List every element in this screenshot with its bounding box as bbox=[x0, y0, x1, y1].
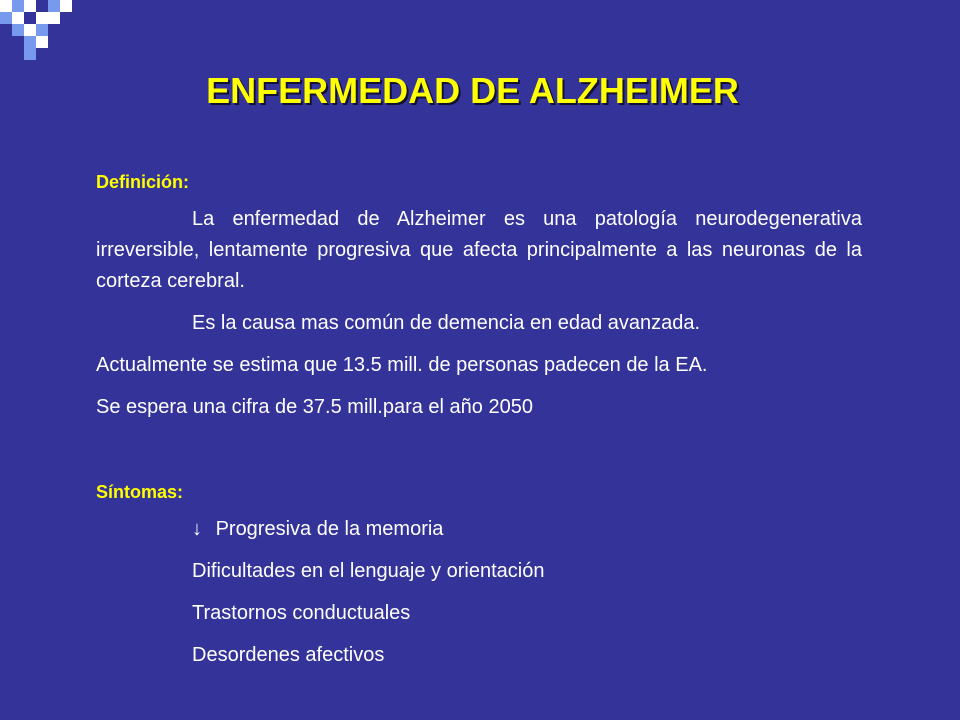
section-spacer bbox=[96, 434, 862, 478]
symptom-item bbox=[192, 514, 862, 545]
corner-decoration bbox=[0, 0, 80, 60]
definition-paragraph: Se espera una cifra de 37.5 mill.para el año 2050 bbox=[96, 396, 533, 418]
symptom-item: Trastornos conductuales bbox=[192, 602, 411, 624]
symptom-item: Desordenes afectivos bbox=[192, 644, 385, 666]
arrow-down-icon: ↓ bbox=[192, 518, 202, 540]
slide-content bbox=[96, 168, 862, 682]
definition-paragraph: La enfermedad de Alzheimer es una patología neurodegenerativa irreversible, lentamente progresiva que afecta principalmente a las neuronas de la corteza cerebral. bbox=[96, 208, 862, 292]
symptom-label: Progresiva de la memoria bbox=[215, 518, 444, 540]
symptoms-heading: Síntomas: bbox=[96, 482, 184, 502]
symptom-item: Dificultades en el lenguaje y orientación bbox=[192, 560, 545, 582]
definition-paragraph: Es la causa mas común de demencia en edad avanzada. bbox=[192, 312, 701, 334]
slide-title: ENFERMEDAD DE ALZHEIMER bbox=[206, 70, 739, 111]
definition-heading: Definición: bbox=[96, 172, 189, 192]
definition-paragraph: Actualmente se estima que 13.5 mill. de personas padecen de la EA. bbox=[96, 354, 708, 376]
